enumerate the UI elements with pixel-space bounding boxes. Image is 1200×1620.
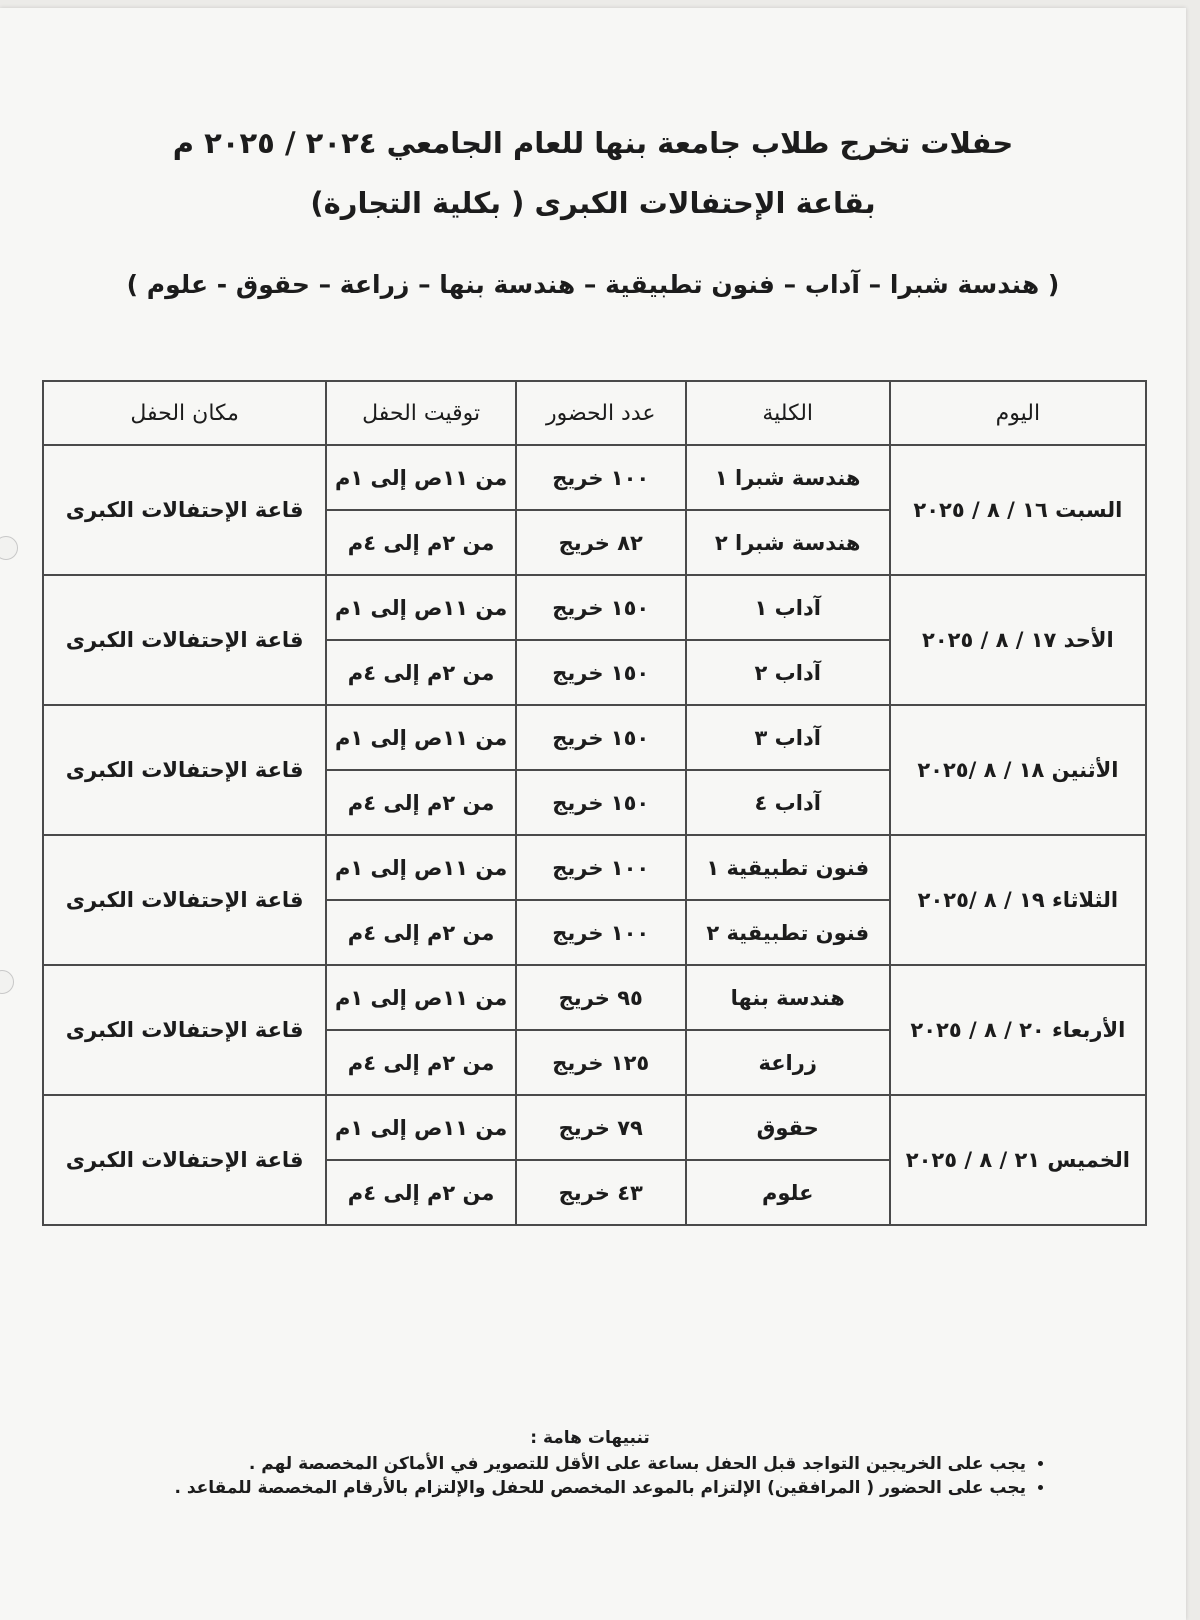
table-row (43, 1095, 1146, 1160)
venue-cell: قاعة الإحتفالات الكبرى (43, 575, 326, 705)
venue-cell: قاعة الإحتفالات الكبرى (43, 705, 326, 835)
time-cell: من ٢م إلى ٤م (326, 1160, 516, 1225)
attendance-cell: ١٢٥ خريج (516, 1030, 686, 1095)
punch-hole (0, 536, 18, 560)
day-cell: السبت ١٦ / ٨ / ٢٠٢٥ (890, 445, 1146, 575)
table-row (43, 965, 1146, 1030)
attendance-cell: ٤٣ خريج (516, 1160, 686, 1225)
venue-cell: قاعة الإحتفالات الكبرى (43, 445, 326, 575)
time-cell: من ٢م إلى ٤م (326, 770, 516, 835)
time-cell: من ١١ص إلى ١م (326, 445, 516, 510)
college-cell: آداب ١ (686, 575, 890, 640)
college-cell: حقوق (686, 1095, 890, 1160)
day-cell: الأثنين ١٨ / ٨ /٢٠٢٥ (890, 705, 1146, 835)
important-notes (130, 1428, 1050, 1502)
day-cell: الثلاثاء ١٩ / ٨ /٢٠٢٥ (890, 835, 1146, 965)
time-cell: من ٢م إلى ٤م (326, 510, 516, 575)
time-cell: من ١١ص إلى ١م (326, 575, 516, 640)
attendance-cell: ٧٩ خريج (516, 1095, 686, 1160)
venue-cell: قاعة الإحتفالات الكبرى (43, 835, 326, 965)
attendance-cell: ١٠٠ خريج (516, 900, 686, 965)
table-header-row (43, 381, 1146, 445)
college-cell: آداب ٢ (686, 640, 890, 705)
header-attendance: عدد الحضور (516, 381, 686, 445)
header-time: توقيت الحفل (326, 381, 516, 445)
day-cell: الخميس ٢١ / ٨ / ٢٠٢٥ (890, 1095, 1146, 1225)
punch-hole (0, 970, 14, 994)
college-cell: هندسة شبرا ١ (686, 445, 890, 510)
header-college: الكلية (686, 381, 890, 445)
time-cell: من ١١ص إلى ١م (326, 1095, 516, 1160)
header-venue: مكان الحفل (43, 381, 326, 445)
notes-title: تنبيهات هامة : (530, 1428, 650, 1448)
table-row (43, 445, 1146, 510)
venue-cell: قاعة الإحتفالات الكبرى (43, 965, 326, 1095)
time-cell: من ١١ص إلى ١م (326, 835, 516, 900)
schedule-table (42, 380, 1147, 1226)
page-subtitle: بقاعة الإحتفالات الكبرى ( بكلية التجارة) (310, 186, 876, 220)
attendance-cell: ٨٢ خريج (516, 510, 686, 575)
time-cell: من ٢م إلى ٤م (326, 900, 516, 965)
time-cell: من ١١ص إلى ١م (326, 705, 516, 770)
time-cell: من ٢م إلى ٤م (326, 640, 516, 705)
header-day: اليوم (890, 381, 1146, 445)
notes-list (130, 1454, 1050, 1498)
venue-cell: قاعة الإحتفالات الكبرى (43, 1095, 326, 1225)
college-cell: هندسة بنها (686, 965, 890, 1030)
table-row (43, 835, 1146, 900)
note-item: • يجب على الحضور ( المرافقين) الإلتزام بالموعد المخصص للحفل والإلتزام بالأرقام المخصصة للمقاعد . (130, 1478, 1026, 1498)
college-cell: آداب ٤ (686, 770, 890, 835)
attendance-cell: ١٥٠ خريج (516, 770, 686, 835)
attendance-cell: ١٥٠ خريج (516, 575, 686, 640)
page-title: حفلات تخرج طلاب جامعة بنها للعام الجامعي ٢٠٢٤ / ٢٠٢٥ م (172, 126, 1014, 160)
attendance-cell: ١٥٠ خريج (516, 640, 686, 705)
attendance-cell: ١٥٠ خريج (516, 705, 686, 770)
attendance-cell: ١٠٠ خريج (516, 835, 686, 900)
day-cell: الأحد ١٧ / ٨ / ٢٠٢٥ (890, 575, 1146, 705)
note-item: • يجب على الخريجين التواجد قبل الحفل بساعة على الأقل للتصوير في الأماكن المخصصة لهم . (130, 1454, 1026, 1474)
college-cell: هندسة شبرا ٢ (686, 510, 890, 575)
college-cell: فنون تطبيقية ١ (686, 835, 890, 900)
college-cell: علوم (686, 1160, 890, 1225)
college-cell: آداب ٣ (686, 705, 890, 770)
day-cell: الأربعاء ٢٠ / ٨ / ٢٠٢٥ (890, 965, 1146, 1095)
college-cell: زراعة (686, 1030, 890, 1095)
time-cell: من ١١ص إلى ١م (326, 965, 516, 1030)
document-page (0, 8, 1186, 1620)
attendance-cell: ١٠٠ خريج (516, 445, 686, 510)
college-cell: فنون تطبيقية ٢ (686, 900, 890, 965)
attendance-cell: ٩٥ خريج (516, 965, 686, 1030)
time-cell: من ٢م إلى ٤م (326, 1030, 516, 1095)
table-row (43, 575, 1146, 640)
faculties-list: ( هندسة شبرا – آداب – فنون تطبيقية – هندسة بنها – زراعة – حقوق - علوم ) (126, 270, 1060, 299)
table-row (43, 705, 1146, 770)
